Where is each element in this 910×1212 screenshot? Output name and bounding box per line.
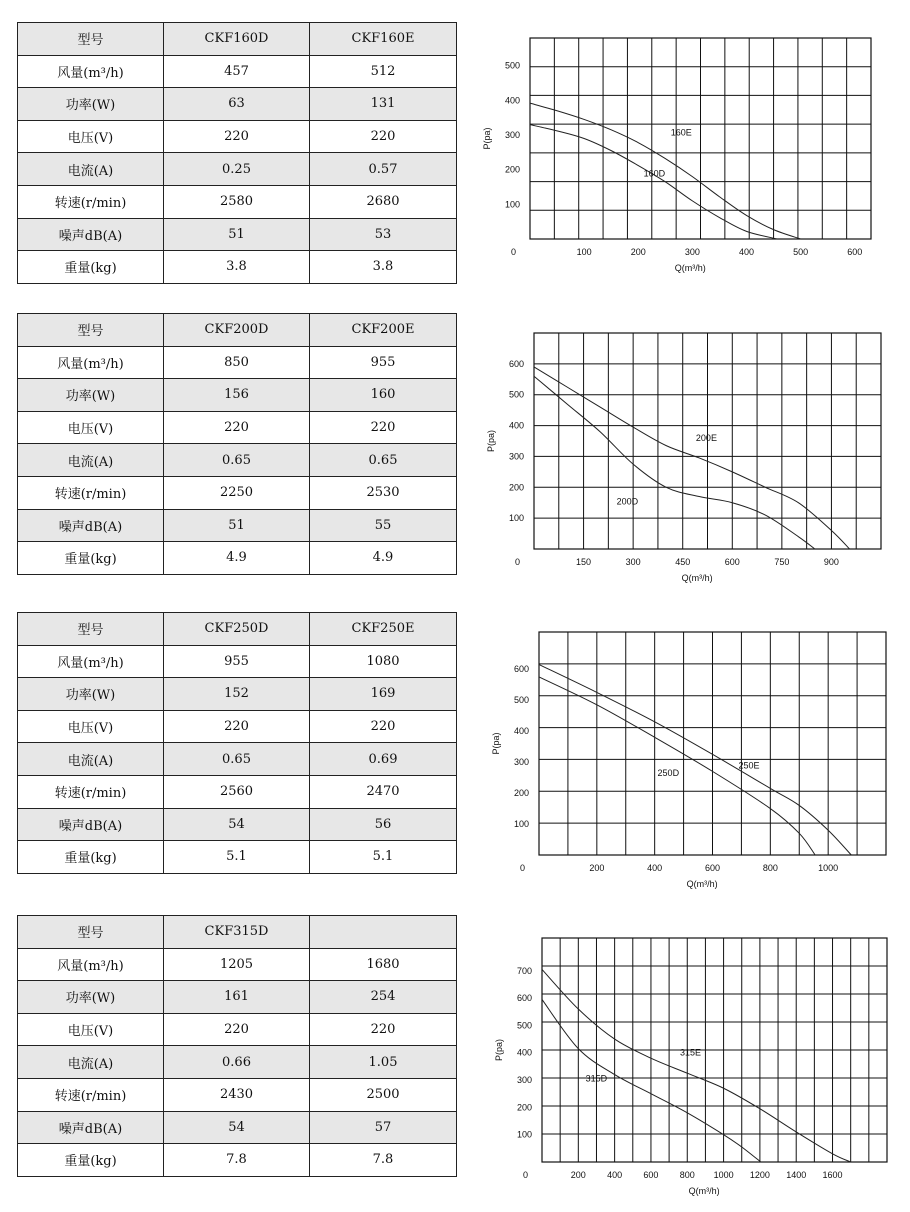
value-cell-e: 0.57 [310,153,457,186]
x-tick-label: 1000 [713,1170,734,1180]
x-tick-label: 900 [823,557,839,567]
value-cell-e: CKF250E [310,613,457,646]
row-label-cell: 风量(m³/h) [18,645,164,678]
curve-label: 200D [616,496,639,507]
value-cell-e: 5.1 [310,841,457,874]
y-tick-label: 500 [513,695,529,706]
value-cell-d: CKF200D [164,314,310,347]
value-cell-e: 220 [310,120,457,153]
y-tick-label: 400 [513,726,529,737]
value-cell-e: 220 [310,411,457,444]
value-cell-d: 161 [164,981,310,1014]
value-cell-e: 131 [310,88,457,121]
x-axis-label: Q(m³/h) [681,573,713,583]
curve-label: 315D [585,1073,608,1084]
value-cell-d: CKF315D [164,916,310,949]
value-cell-e: 160 [310,379,457,412]
value-cell-d: 850 [164,346,310,379]
value-cell-d: 4.9 [164,542,310,575]
row-label-cell: 电流(A) [18,153,164,186]
y-tick-label: 500 [516,1020,532,1031]
value-cell-e: 2680 [310,185,457,218]
x-tick-label: 0 [519,863,525,873]
row-label-cell: 重量(kg) [18,1144,164,1177]
y-tick-label: 400 [504,95,520,106]
value-cell-d: 457 [164,55,310,88]
value-cell-e: 220 [310,710,457,743]
y-tick-label: 600 [516,993,532,1004]
y-tick-label: 200 [513,788,529,799]
row-label-cell: 功率(W) [18,678,164,711]
x-tick-label: 200 [589,863,605,873]
x-axis-label: Q(m³/h) [674,263,706,273]
x-tick-label: 400 [647,863,663,873]
curve-label: 315E [680,1047,702,1058]
value-cell-d: 152 [164,678,310,711]
y-tick-label: 200 [504,164,520,175]
row-label-cell: 转速(r/min) [18,476,164,509]
value-cell-d: 2560 [164,775,310,808]
x-tick-label: 100 [576,247,592,257]
y-tick-label: 100 [513,819,529,830]
x-tick-label: 0 [510,247,516,257]
y-axis-label: P(pa) [494,1038,504,1062]
row-label-cell: 电流(A) [18,444,164,477]
value-cell-d: 2250 [164,476,310,509]
x-tick-label: 1200 [749,1170,770,1180]
value-cell-e: 2500 [310,1078,457,1111]
y-tick-label: 500 [504,60,520,71]
y-axis-label: P(pa) [486,429,496,453]
value-cell-e: 3.8 [310,251,457,284]
x-axis-label: Q(m³/h) [686,879,718,889]
x-axis-label: Q(m³/h) [688,1186,720,1196]
row-label-cell: 功率(W) [18,379,164,412]
row-label-cell: 型号 [18,613,164,646]
value-cell-d: 220 [164,1013,310,1046]
x-tick-label: 800 [679,1170,695,1180]
row-label-cell: 型号 [18,916,164,949]
value-cell-d: 220 [164,120,310,153]
value-cell-d: 51 [164,218,310,251]
value-cell-e: 2530 [310,476,457,509]
x-tick-label: 400 [738,247,755,257]
x-tick-label: 1000 [818,863,839,873]
x-tick-label: 300 [684,247,700,257]
y-tick-label: 300 [508,451,524,462]
y-tick-label: 200 [508,482,524,493]
value-cell-d: 955 [164,645,310,678]
row-label-cell: 电压(V) [18,120,164,153]
row-label-cell: 型号 [18,23,164,56]
y-tick-label: 100 [508,513,524,524]
value-cell-d: 220 [164,411,310,444]
row-label-cell: 功率(W) [18,88,164,121]
curve-label: 250E [738,760,760,771]
row-label-cell: 风量(m³/h) [18,948,164,981]
y-tick-label: 300 [516,1075,532,1086]
y-tick-label: 300 [504,130,520,141]
y-tick-label: 600 [508,358,524,369]
x-tick-label: 500 [793,247,809,257]
value-cell-d: 54 [164,1111,310,1144]
value-cell-e: 220 [310,1013,457,1046]
y-tick-label: 100 [504,199,520,210]
x-tick-label: 1400 [786,1170,807,1180]
row-label-cell: 电流(A) [18,1046,164,1079]
value-cell-d: 7.8 [164,1144,310,1177]
x-tick-label: 1600 [822,1170,843,1180]
y-tick-label: 100 [516,1129,532,1140]
y-tick-label: 400 [516,1047,532,1058]
x-tick-label: 400 [607,1170,623,1180]
value-cell-e: CKF200E [310,314,457,347]
value-cell-e: 7.8 [310,1144,457,1177]
x-tick-label: 600 [847,247,863,257]
value-cell-e: 56 [310,808,457,841]
value-cell-e: 55 [310,509,457,542]
x-tick-label: 0 [514,557,520,567]
x-tick-label: 600 [704,863,721,873]
series-curve-315e [542,969,851,1162]
value-cell-d: 51 [164,509,310,542]
curve-label: 160D [643,168,666,179]
curve-label: 160E [670,127,692,138]
value-cell-e: 0.65 [310,444,457,477]
value-cell-d: 156 [164,379,310,412]
x-tick-label: 0 [522,1170,528,1180]
row-label-cell: 风量(m³/h) [18,55,164,88]
value-cell-d: 63 [164,88,310,121]
value-cell-d: 0.65 [164,743,310,776]
row-label-cell: 转速(r/min) [18,1078,164,1111]
value-cell-d: 2580 [164,185,310,218]
row-label-cell: 重量(kg) [18,251,164,284]
row-label-cell: 电压(V) [18,710,164,743]
y-tick-label: 700 [516,965,532,976]
row-label-cell: 噪声dB(A) [18,509,164,542]
row-label-cell: 电流(A) [18,743,164,776]
value-cell-e: 169 [310,678,457,711]
value-cell-d: 54 [164,808,310,841]
value-cell-d: 2430 [164,1078,310,1111]
value-cell-d: 0.25 [164,153,310,186]
value-cell-e: 1080 [310,645,457,678]
row-label-cell: 转速(r/min) [18,185,164,218]
value-cell-d: 5.1 [164,841,310,874]
x-tick-label: 200 [630,247,646,257]
x-tick-label: 150 [576,557,592,567]
row-label-cell: 重量(kg) [18,841,164,874]
y-tick-label: 400 [508,420,524,431]
curve-label: 250D [657,768,680,779]
x-tick-label: 450 [675,557,691,567]
value-cell-d: CKF160D [164,23,310,56]
x-tick-label: 200 [570,1170,586,1180]
x-tick-label: 600 [643,1170,659,1180]
value-cell-e: 2470 [310,775,457,808]
y-axis-label: P(pa) [482,127,492,150]
row-label-cell: 型号 [18,314,164,347]
value-cell-d: 1205 [164,948,310,981]
value-cell-e: 4.9 [310,542,457,575]
value-cell-e: 254 [310,981,457,1014]
row-label-cell: 电压(V) [18,1013,164,1046]
row-label-cell: 噪声dB(A) [18,808,164,841]
y-tick-label: 500 [508,389,524,400]
x-tick-label: 800 [762,863,778,873]
row-label-cell: 电压(V) [18,411,164,444]
x-tick-label: 300 [625,557,641,567]
row-label-cell: 重量(kg) [18,542,164,575]
value-cell-e: CKF160E [310,23,457,56]
y-tick-label: 300 [513,757,529,768]
value-cell-d: 0.66 [164,1046,310,1079]
value-cell-d: 0.65 [164,444,310,477]
value-cell-e: 57 [310,1111,457,1144]
value-cell-e: 955 [310,346,457,379]
row-label-cell: 转速(r/min) [18,775,164,808]
value-cell-e: 0.69 [310,743,457,776]
y-axis-label: P(pa) [491,732,501,755]
row-label-cell: 风量(m³/h) [18,346,164,379]
value-cell-e: 1680 [310,948,457,981]
y-tick-label: 600 [513,664,529,675]
row-label-cell: 功率(W) [18,981,164,1014]
value-cell-e: 1.05 [310,1046,457,1079]
x-tick-label: 600 [724,557,740,567]
value-cell-d: 3.8 [164,251,310,284]
curve-label: 200E [695,433,717,443]
row-label-cell: 噪声dB(A) [18,218,164,251]
value-cell-e: 512 [310,55,457,88]
value-cell-e: 53 [310,218,457,251]
x-tick-label: 750 [774,557,790,567]
value-cell-d: 220 [164,710,310,743]
value-cell-d: CKF250D [164,613,310,646]
y-tick-label: 200 [516,1102,532,1113]
row-label-cell: 噪声dB(A) [18,1111,164,1144]
